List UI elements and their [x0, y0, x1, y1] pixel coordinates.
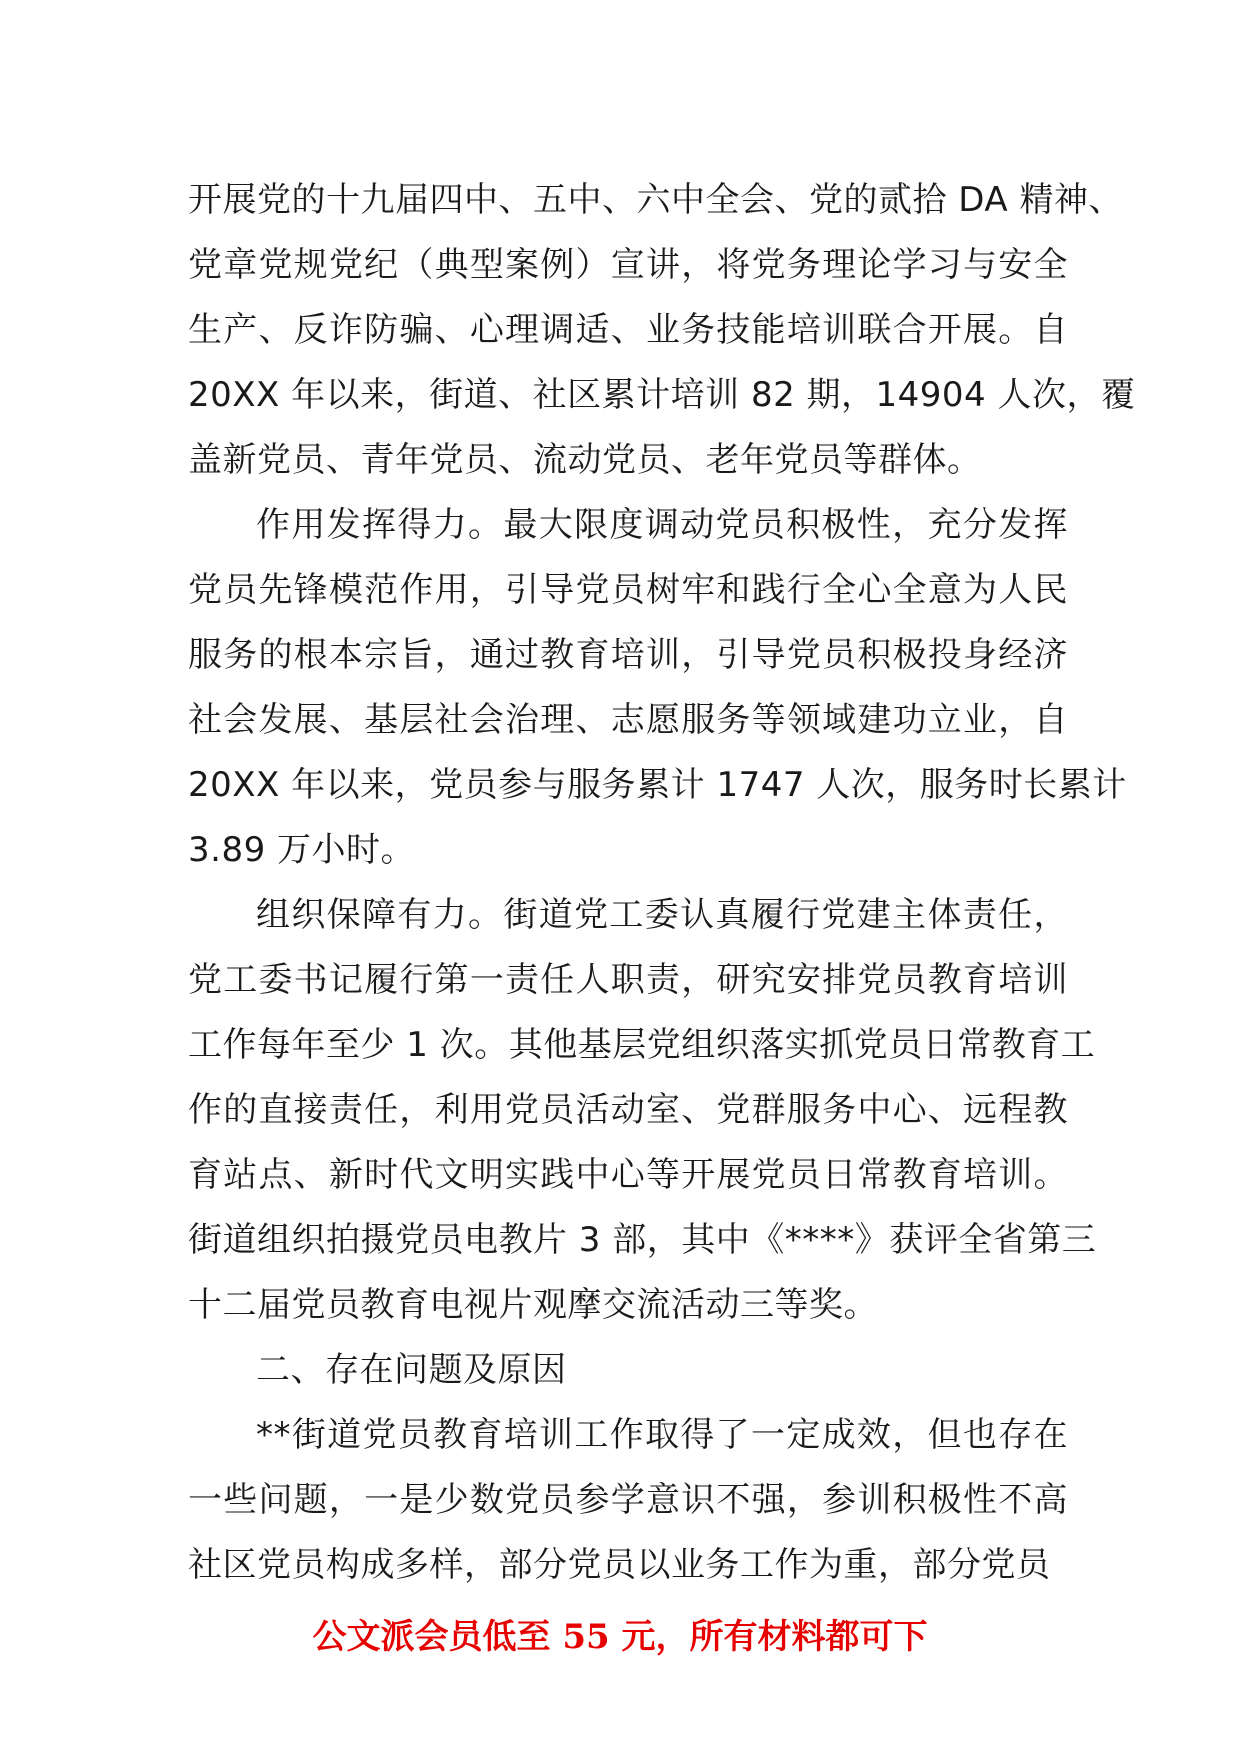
text-line: 党章党规党纪（典型案例）宣讲，将党务理论学习与安全	[188, 245, 1068, 285]
text-line: 十二届党员教育电视片观摩交流活动三等奖。	[188, 1285, 878, 1325]
section-heading-problems	[188, 1338, 1068, 1403]
text-line: 作的直接责任，利用党员活动室、党群服务中心、远程教	[188, 1090, 1068, 1130]
promo-footer[interactable]: 公文派会员低至 55 元，所有材料都可下	[312, 1617, 928, 1657]
paragraph-role-play	[188, 493, 1127, 883]
text-line: 作用发挥得力。最大限度调动党员积极性，充分发挥	[256, 505, 1068, 545]
text-line: 工作每年至少 1 次。其他基层党组织落实抓党员日常教育工	[188, 1025, 1096, 1065]
text-line: 生产、反诈防骗、心理调适、业务技能培训联合开展。自	[188, 310, 1068, 350]
text-line: 20XX 年以来，党员参与服务累计 1747 人次，服务时长累计	[188, 765, 1127, 805]
document-body	[188, 168, 1136, 1598]
text-line: 街道组织拍摄党员电教片 3 部，其中《****》获评全省第三	[188, 1220, 1097, 1260]
text-line: 社会发展、基层社会治理、志愿服务等领域建功立业，自	[188, 700, 1068, 740]
paragraph-organization-guarantee	[188, 883, 1097, 1338]
text-line: 一些问题，一是少数党员参学意识不强，参训积极性不高	[188, 1480, 1068, 1520]
text-line: 3.89 万小时。	[188, 830, 416, 870]
text-line: 二、存在问题及原因	[256, 1350, 567, 1390]
text-line: 育站点、新时代文明实践中心等开展党员日常教育培训。	[188, 1155, 1068, 1195]
paragraph-training-topics	[188, 168, 1136, 493]
text-line: 党工委书记履行第一责任人职责，研究安排党员教育培训	[188, 960, 1068, 1000]
text-line: 20XX 年以来，街道、社区累计培训 82 期，14904 人次，覆	[188, 375, 1136, 415]
text-line: 开展党的十九届四中、五中、六中全会、党的贰拾 DA 精神、	[188, 180, 1123, 220]
paragraph-problems	[188, 1403, 1068, 1598]
text-line: 组织保障有力。街道党工委认真履行党建主体责任，	[256, 895, 1068, 935]
text-line: 盖新党员、青年党员、流动党员、老年党员等群体。	[188, 440, 982, 480]
text-line: 党员先锋模范作用，引导党员树牢和践行全心全意为人民	[188, 570, 1068, 610]
text-line: 服务的根本宗旨，通过教育培训，引导党员积极投身经济	[188, 635, 1068, 675]
text-line: 社区党员构成多样，部分党员以业务工作为重，部分党员	[188, 1545, 1051, 1585]
text-line: **街道党员教育培训工作取得了一定成效，但也存在	[256, 1415, 1068, 1455]
